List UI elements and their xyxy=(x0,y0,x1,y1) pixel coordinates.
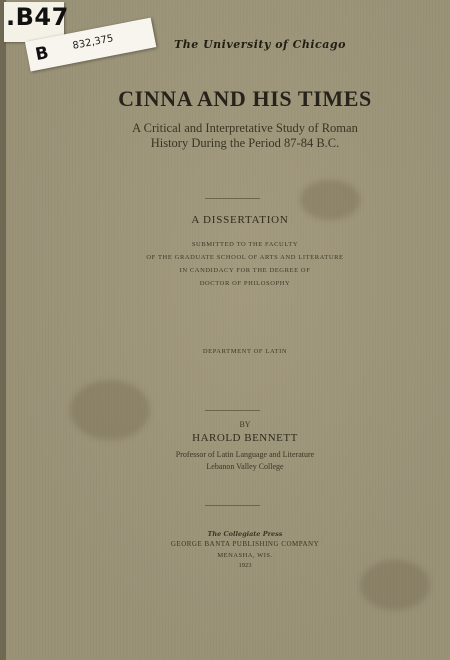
submission-line: OF THE GRADUATE SCHOOL OF ARTS AND LITERATURE xyxy=(146,254,344,261)
book-subtitle xyxy=(40,121,450,151)
by-line: BY xyxy=(239,420,251,429)
barcode-letter: B xyxy=(33,42,51,66)
publication-year: 1923 xyxy=(238,562,252,569)
submission-line: SUBMITTED TO THE FACULTY xyxy=(191,241,299,248)
submission-line: DOCTOR OF PHILOSOPHY xyxy=(199,280,291,287)
publisher-city: MENASHA, WIS. xyxy=(217,552,273,559)
divider xyxy=(205,410,260,411)
divider xyxy=(205,198,260,199)
barcode-number: 832,375 xyxy=(71,33,115,52)
stain xyxy=(70,380,150,440)
call-number-text: .B47 xyxy=(6,3,69,31)
subtitle-line: A Critical and Interpretative Study of Roman xyxy=(132,121,358,135)
affiliation-line: Lebanon Valley College xyxy=(206,462,284,471)
publisher: GEORGE BANTA PUBLISHING COMPANY xyxy=(170,540,320,548)
press-name: The Collegiate Press xyxy=(207,530,283,538)
divider xyxy=(205,505,260,506)
subtitle-line: History During the Period 87-84 B.C. xyxy=(150,136,340,150)
author-name: HAROLD BENNETT xyxy=(192,432,298,444)
book-spine-edge xyxy=(0,0,6,660)
submission-statement xyxy=(40,238,450,290)
university-name: The University of Chicago xyxy=(174,38,346,51)
affiliation-line: Professor of Latin Language and Literature xyxy=(175,450,315,459)
department: DEPARTMENT OF LATIN xyxy=(202,348,288,355)
author-affiliation xyxy=(40,449,450,473)
dissertation-heading: A DISSERTATION xyxy=(191,214,289,226)
submission-line: IN CANDIDACY FOR THE DEGREE OF xyxy=(179,267,311,274)
book-title: CINNA AND HIS TIMES xyxy=(118,86,372,111)
